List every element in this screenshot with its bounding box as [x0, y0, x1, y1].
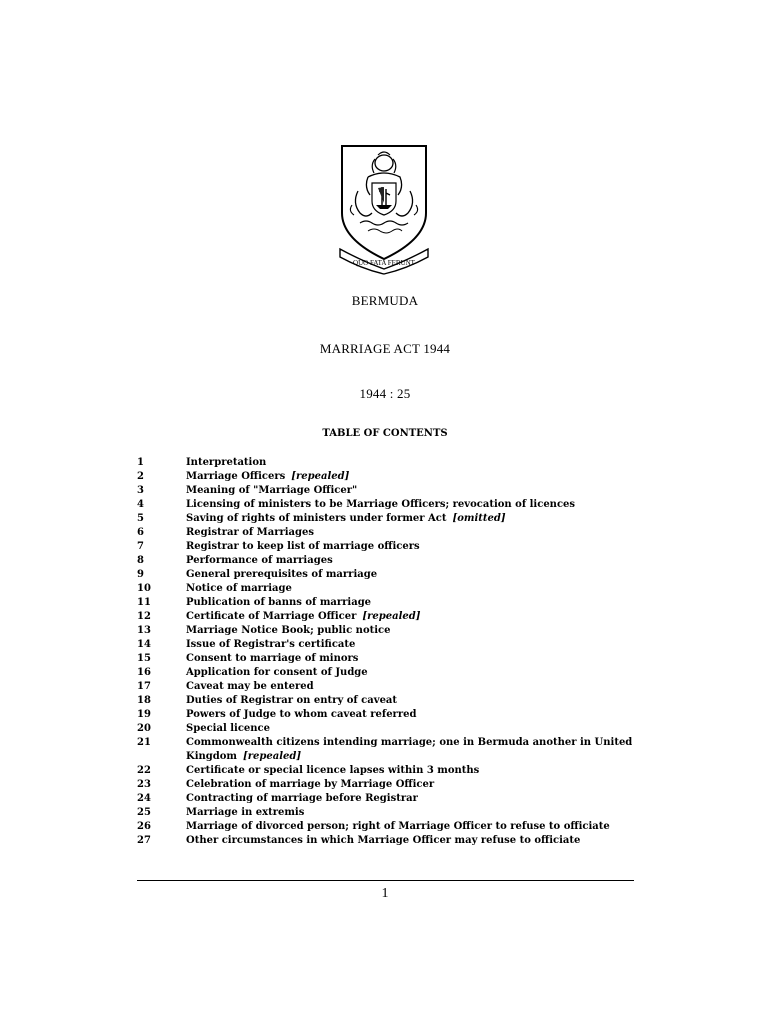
toc-section-title: [186, 568, 637, 582]
toc-section-number: 15: [137, 653, 151, 664]
toc-section-number: 4: [137, 499, 144, 510]
toc-section-title-text: Commonwealth citizens intending marriage; one in Bermuda another in United Kingdom: [186, 737, 633, 762]
toc-section-title-text: Application for consent of Judge: [186, 667, 368, 678]
toc-section-number: 23: [137, 779, 151, 790]
toc-section-title-text: Marriage of divorced person; right of Marriage Officer to refuse to officiate: [186, 821, 610, 832]
toc-section-title: [186, 484, 637, 498]
toc-section-number: 8: [137, 555, 144, 566]
toc-section-title: [186, 792, 637, 806]
toc-section-note: [repealed]: [291, 471, 350, 482]
toc-section-title-text: Licensing of ministers to be Marriage Officers; revocation of licences: [186, 499, 576, 510]
toc-row: [137, 470, 637, 484]
toc-section-title-text: Duties of Registrar on entry of caveat: [186, 695, 398, 706]
toc-row: [137, 666, 637, 680]
toc-row: [137, 582, 637, 596]
toc-section-number: 2: [137, 471, 144, 482]
toc-row: [137, 694, 637, 708]
toc-section-title-text: Consent to marriage of minors: [186, 653, 359, 664]
toc-section-number: 12: [137, 611, 151, 622]
toc-section-title: [186, 666, 637, 680]
toc-section-title: [186, 722, 637, 736]
toc-section-title-text: Celebration of marriage by Marriage Officer: [186, 779, 435, 790]
toc-section-title: [186, 498, 637, 512]
toc-section-title-text: Certificate of Marriage Officer: [186, 611, 357, 622]
toc-section-number: 7: [137, 541, 144, 552]
toc-section-number: 13: [137, 625, 151, 636]
toc-section-title-text: Marriage Notice Book; public notice: [186, 625, 391, 636]
toc-section-title: [186, 582, 637, 596]
toc-section-number: 1: [137, 457, 144, 468]
page-number: 1: [381, 886, 389, 901]
toc-row: [137, 638, 637, 652]
toc-section-title-text: Interpretation: [186, 457, 267, 468]
toc-row: [137, 764, 637, 778]
toc-section-number: 5: [137, 513, 144, 524]
toc-section-number: 22: [137, 765, 151, 776]
toc-section-number: 21: [137, 737, 151, 748]
toc-section-note: [repealed]: [362, 611, 421, 622]
toc-row: [137, 680, 637, 694]
toc-row: [137, 834, 637, 848]
toc-section-number: 26: [137, 821, 151, 832]
toc-section-title-text: Certificate or special licence lapses within 3 months: [186, 765, 480, 776]
toc-section-title: [186, 708, 637, 722]
toc-row: [137, 526, 637, 540]
toc-section-number: 20: [137, 723, 151, 734]
toc-section-title-text: Other circumstances in which Marriage Officer may refuse to officiate: [186, 835, 581, 846]
toc-heading: TABLE OF CONTENTS: [322, 428, 448, 439]
toc-section-title: [186, 834, 637, 848]
toc-section-number: 17: [137, 681, 151, 692]
toc-section-title-text: Registrar of Marriages: [186, 527, 315, 538]
toc-section-number: 14: [137, 639, 151, 650]
toc-row: [137, 806, 637, 820]
toc-section-title: [186, 638, 637, 652]
toc-row: [137, 456, 637, 470]
toc-section-number: 25: [137, 807, 151, 818]
toc-section-title: [186, 610, 637, 624]
toc-section-title-text: Powers of Judge to whom caveat referred: [186, 709, 417, 720]
toc-section-title: [186, 652, 637, 666]
toc-section-title: [186, 680, 637, 694]
toc-section-title-text: Special licence: [186, 723, 270, 734]
bermuda-coat-of-arms-icon: [338, 143, 430, 275]
toc-section-number: 3: [137, 485, 144, 496]
toc-section-title-text: Marriage Officers: [186, 471, 286, 482]
toc-section-title-text: Publication of banns of marriage: [186, 597, 372, 608]
toc-section-title: [186, 512, 637, 526]
toc-section-number: 19: [137, 709, 151, 720]
toc-row: [137, 778, 637, 792]
toc-section-title-text: Saving of rights of ministers under former Act: [186, 513, 447, 524]
toc-section-title: [186, 540, 637, 554]
toc-section-title: [186, 596, 637, 610]
toc-row: [137, 498, 637, 512]
toc-section-number: 10: [137, 583, 151, 594]
toc-section-title: [186, 806, 637, 820]
toc-section-title: [186, 736, 637, 764]
toc-section-number: 24: [137, 793, 151, 804]
toc-row: [137, 484, 637, 498]
country-name: BERMUDA: [351, 293, 419, 308]
toc-section-title: [186, 470, 637, 484]
toc-section-note: [repealed]: [243, 751, 302, 762]
toc-section-title: [186, 456, 637, 470]
toc-section-title-text: Caveat may be entered: [186, 681, 314, 692]
toc-row: [137, 596, 637, 610]
toc-section-title: [186, 624, 637, 638]
toc-row: [137, 568, 637, 582]
svg-text:QUO FATA FERUNT: QUO FATA FERUNT: [353, 259, 415, 267]
toc-row: [137, 554, 637, 568]
toc-section-title: [186, 820, 637, 834]
toc-section-title-text: Issue of Registrar's certificate: [186, 639, 356, 650]
toc-section-number: 18: [137, 695, 151, 706]
toc-section-title: [186, 764, 637, 778]
toc-section-number: 9: [137, 569, 144, 580]
toc-row: [137, 736, 637, 764]
toc-row: [137, 624, 637, 638]
toc-row: [137, 652, 637, 666]
toc-section-number: 6: [137, 527, 144, 538]
toc-section-title-text: General prerequisites of marriage: [186, 569, 378, 580]
footer-divider: [137, 880, 634, 881]
toc-row: [137, 708, 637, 722]
toc-section-title-text: Meaning of "Marriage Officer": [186, 485, 358, 496]
toc-section-title-text: Performance of marriages: [186, 555, 333, 566]
toc-section-title-text: Marriage in extremis: [186, 807, 305, 818]
toc-row: [137, 820, 637, 834]
toc-section-note: [omitted]: [452, 513, 506, 524]
toc-row: [137, 540, 637, 554]
toc-section-title: [186, 526, 637, 540]
toc-row: [137, 722, 637, 736]
toc-section-title-text: Notice of marriage: [186, 583, 292, 594]
toc-section-number: 16: [137, 667, 151, 678]
toc-row: [137, 792, 637, 806]
toc-row: [137, 610, 637, 624]
act-number: 1944 : 25: [359, 386, 411, 401]
toc-section-title: [186, 778, 637, 792]
toc-section-title-text: Registrar to keep list of marriage officers: [186, 541, 420, 552]
table-of-contents: [137, 456, 637, 848]
toc-row: [137, 512, 637, 526]
toc-section-title-text: Contracting of marriage before Registrar: [186, 793, 418, 804]
act-title: MARRIAGE ACT 1944: [319, 341, 451, 356]
toc-section-title: [186, 554, 637, 568]
toc-section-number: 11: [137, 597, 151, 608]
toc-section-number: 27: [137, 835, 151, 846]
toc-section-title: [186, 694, 637, 708]
